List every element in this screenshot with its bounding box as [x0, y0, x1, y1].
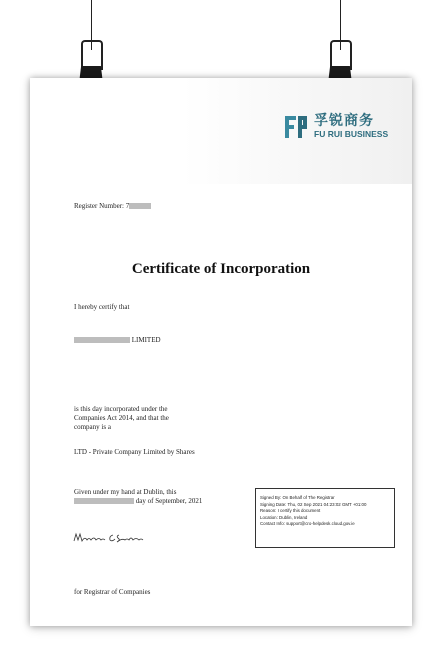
date-suffix: day of September, 2021: [135, 497, 203, 505]
digital-signature-box: [255, 488, 395, 548]
redacted-register-number: [129, 203, 151, 209]
company-type: LTD - Private Company Limited by Shares: [74, 448, 195, 456]
certificate-title: Certificate of Incorporation: [131, 261, 311, 277]
register-number: [74, 202, 151, 211]
certificate-paper: [30, 78, 412, 626]
incorporated-line-1: is this day incorporated under the: [74, 405, 168, 413]
logo-english-text: FU RUI BUSINESS: [314, 129, 389, 139]
given-line: Given under my hand at Dublin, this: [74, 488, 177, 496]
company-suffix: LIMITED: [131, 336, 161, 344]
registrar-line: for Registrar of Companies: [74, 588, 151, 596]
company-name-line: [74, 336, 161, 345]
logo-chinese-text: 孚锐商务: [314, 113, 374, 129]
company-logo: [284, 113, 388, 140]
certify-line: I hereby certify that: [74, 303, 130, 311]
signing-reason: Reason: I certify this document: [260, 508, 321, 513]
signing-date: Signing Date: Thu, 02 Sep 2021 04:23:02 GMT +01:00: [260, 501, 367, 507]
register-label: Register Number: 7: [74, 202, 130, 210]
redacted-company-name: [74, 337, 130, 343]
date-line: [74, 497, 202, 506]
redacted-day: [74, 498, 134, 504]
signed-by: Signed By: On Behalf of The Registrar: [260, 495, 335, 500]
incorporated-line-3: company is a: [74, 423, 111, 431]
incorporated-line-2: Companies Act 2014, and that the: [74, 414, 169, 422]
signing-contact: Contact Info: support@cro-helpdesk.cloud.gov.ie: [260, 521, 355, 526]
signing-location: Location: Dublin, Ireland: [260, 514, 308, 520]
handwritten-signature: [73, 530, 145, 544]
fr-logo-icon: [284, 114, 308, 140]
